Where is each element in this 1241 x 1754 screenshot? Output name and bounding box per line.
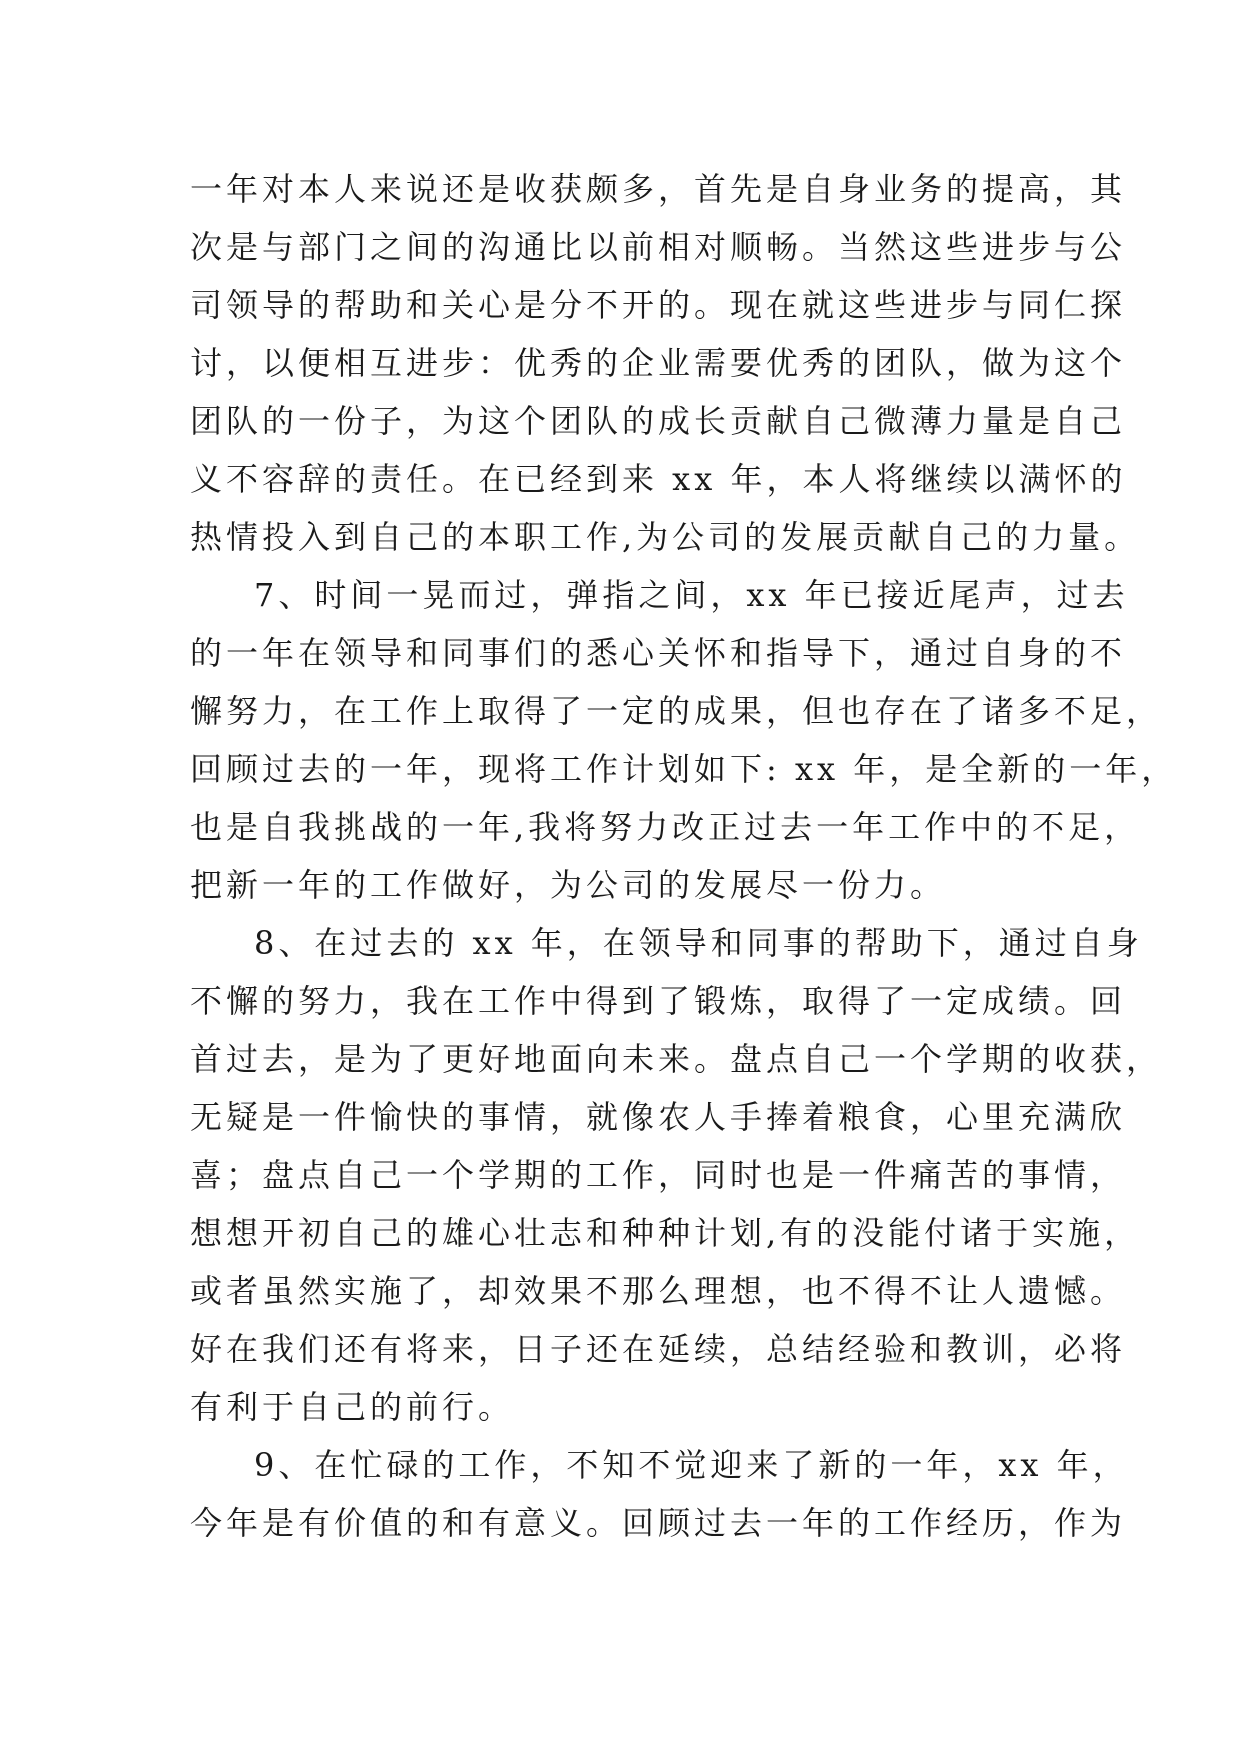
text-line: 也是自我挑战的一年,我将努力改正过去一年工作中的不足， (190, 808, 1141, 846)
text-line: 回顾过去的一年，现将工作计划如下: xx 年，是全新的一年， (190, 750, 1178, 788)
text-line: 热情投入到自己的本职工作,为公司的发展贡献自己的力量。 (190, 518, 1141, 556)
document-body (190, 160, 1178, 1552)
paragraph-7-start: 7、时间一晃而过，弹指之间，xx 年已接近尾声，过去 (254, 576, 1129, 614)
text-line: 把新一年的工作做好，为公司的发展尽一份力。 (190, 866, 947, 904)
text-line: 司领导的帮助和关心是分不开的。现在就这些进步与同仁探 (190, 286, 1127, 324)
text-line: 喜；盘点自己一个学期的工作，同时也是一件痛苦的事情， (190, 1156, 1127, 1194)
text-line: 有利于自己的前行。 (190, 1388, 515, 1426)
text-line: 或者虽然实施了，却效果不那么理想，也不得不让人遗憾。 (190, 1272, 1127, 1310)
paragraph-8-start: 8、在过去的 xx 年，在领导和同事的帮助下，通过自身 (254, 924, 1143, 962)
text-line: 好在我们还有将来，日子还在延续，总结经验和教训，必将 (190, 1330, 1127, 1368)
text-line: 首过去，是为了更好地面向未来。盘点自己一个学期的收获， (190, 1040, 1163, 1078)
text-line: 团队的一份子，为这个团队的成长贡献自己微薄力量是自己 (190, 402, 1127, 440)
text-line: 讨，以便相互进步：优秀的企业需要优秀的团队，做为这个 (190, 344, 1127, 382)
text-line: 无疑是一件愉快的事情，就像农人手捧着粮食，心里充满欣 (190, 1098, 1127, 1136)
text-line: 义不容辞的责任。在已经到来 xx 年，本人将继续以满怀的 (190, 460, 1127, 498)
paragraph-9-start: 9、在忙碌的工作，不知不觉迎来了新的一年，xx 年， (254, 1446, 1129, 1484)
text-line: 次是与部门之间的沟通比以前相对顺畅。当然这些进步与公 (190, 228, 1127, 266)
text-line: 想想开初自己的雄心壮志和种种计划,有的没能付诸于实施， (190, 1214, 1141, 1252)
text-line: 不懈的努力，我在工作中得到了锻炼，取得了一定成绩。回 (190, 982, 1127, 1020)
text-line: 今年是有价值的和有意义。回顾过去一年的工作经历，作为 (190, 1504, 1127, 1542)
text-line: 的一年在领导和同事们的悉心关怀和指导下，通过自身的不 (190, 634, 1127, 672)
text-line: 一年对本人来说还是收获颇多，首先是自身业务的提高，其 (190, 170, 1127, 208)
text-line: 懈努力，在工作上取得了一定的成果，但也存在了诸多不足， (190, 692, 1163, 730)
